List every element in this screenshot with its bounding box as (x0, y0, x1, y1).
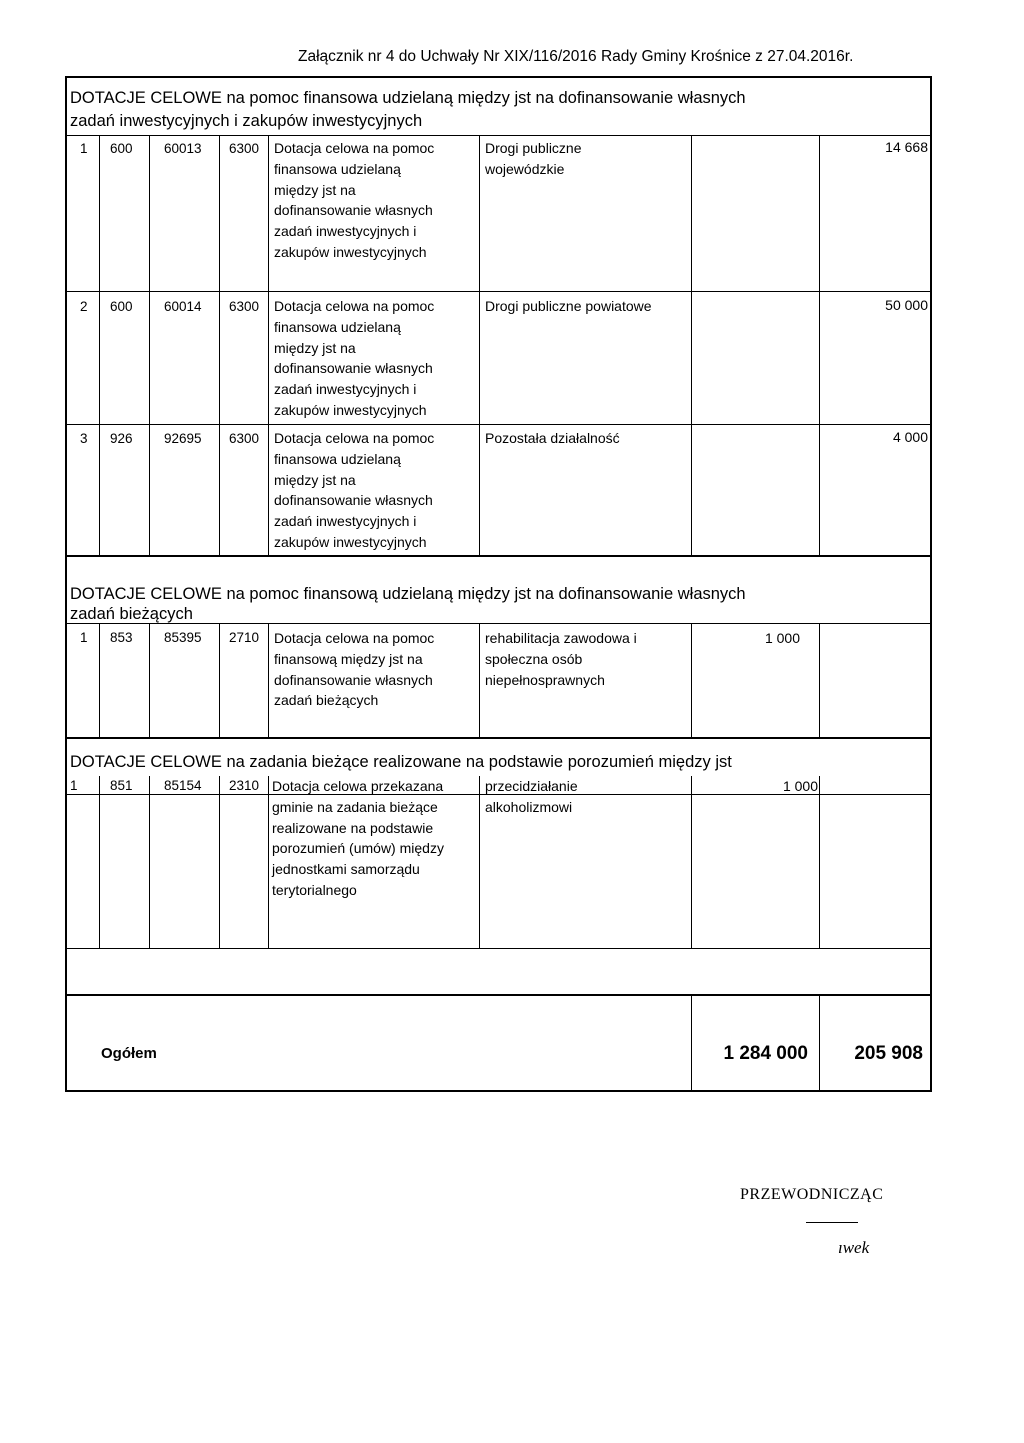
dzial-cell: 600 (110, 141, 133, 156)
signature-title: PRZEWODNICZĄC (740, 1186, 884, 1203)
total-label: Ogółem (101, 1045, 157, 1062)
description-cell: Dotacja celowa na pomoc finansową między jst na dofinansowanie własnych zadań bieżących (274, 630, 435, 709)
dzial-cell: 926 (110, 431, 133, 446)
amount-cell: 50 000 (885, 297, 928, 313)
paragraf-cell: 6300 (229, 141, 260, 156)
section2-title-line2: zadań bieżących (70, 605, 193, 623)
total-amount-1: 1 284 000 (723, 1043, 808, 1064)
paragraf-cell: 6300 (229, 431, 260, 446)
attachment-header: Załącznik nr 4 do Uchwały Nr XIX/116/2016 Rady Gminy Krośnice z 27.04.2016r. (298, 48, 854, 65)
rozdzial-cell: 85154 (164, 778, 202, 793)
rozdzial-cell: 60014 (164, 299, 202, 314)
purpose-cell: Drogi publiczne wojewódzkie (485, 140, 582, 177)
lp-cell: 1 (80, 141, 88, 156)
amount-cell: 4 000 (892, 429, 928, 445)
section3-title: DOTACJE CELOWE na zadania bieżące realizowane na podstawie porozumień między jst (70, 753, 732, 771)
rozdzial-cell: 85395 (164, 630, 202, 645)
purpose-cell: Pozostała działalność (485, 430, 620, 446)
rozdzial-cell: 60013 (164, 141, 202, 156)
description-cell: Dotacja celowa na pomoc finansowa udzielaną między jst na dofinansowanie własnych zadań inwestycyjnych i zakupów inwestycyjnych (274, 140, 435, 260)
amount-cell: 14 668 (885, 139, 928, 155)
signature-name: ıwek (838, 1238, 870, 1257)
paragraf-cell: 2310 (229, 778, 260, 793)
section1-title-line2: zadań inwestycyjnych i zakupów inwestycyjnych (70, 112, 423, 130)
signature-divider (806, 1222, 858, 1223)
section1-title-line1: DOTACJE CELOWE na pomoc finansowa udzielaną między jst na dofinansowanie własnych (70, 89, 746, 107)
dzial-cell: 851 (110, 778, 133, 793)
dzial-cell: 853 (110, 630, 133, 645)
description-cell: Dotacja celowa na pomoc finansowa udzielaną między jst na dofinansowanie własnych zadań inwestycyjnych i zakupów inwestycyjnych (274, 430, 435, 550)
paragraf-cell: 2710 (229, 630, 260, 645)
description-cell: Dotacja celowa przekazana gminie na zadania bieżące realizowane na podstawie porozumień (umów) między jednostkami samorządu terytorialnego (272, 778, 444, 898)
purpose-cell: Drogi publiczne powiatowe (485, 298, 652, 314)
dzial-cell: 600 (110, 299, 133, 314)
lp-cell: 1 (80, 630, 88, 645)
lp-cell: 2 (80, 299, 88, 314)
amount-cell: 1 000 (782, 778, 818, 794)
paragraf-cell: 6300 (229, 299, 260, 314)
description-cell: Dotacja celowa na pomoc finansowa udzielaną między jst na dofinansowanie własnych zadań inwestycyjnych i zakupów inwestycyjnych (274, 298, 435, 418)
lp-cell: 1 (70, 778, 78, 793)
lp-cell: 3 (80, 431, 88, 446)
purpose-cell: przecidziałanie alkoholizmowi (485, 778, 578, 815)
rozdzial-cell: 92695 (164, 431, 202, 446)
total-amount-2: 205 908 (854, 1043, 923, 1064)
purpose-cell: rehabilitacja zawodowa i społeczna osób niepełnosprawnych (485, 630, 637, 688)
amount-cell: 1 000 (764, 630, 800, 646)
section2-title-line1: DOTACJE CELOWE na pomoc finansową udzielaną między jst na dofinansowanie własnych (70, 585, 746, 603)
